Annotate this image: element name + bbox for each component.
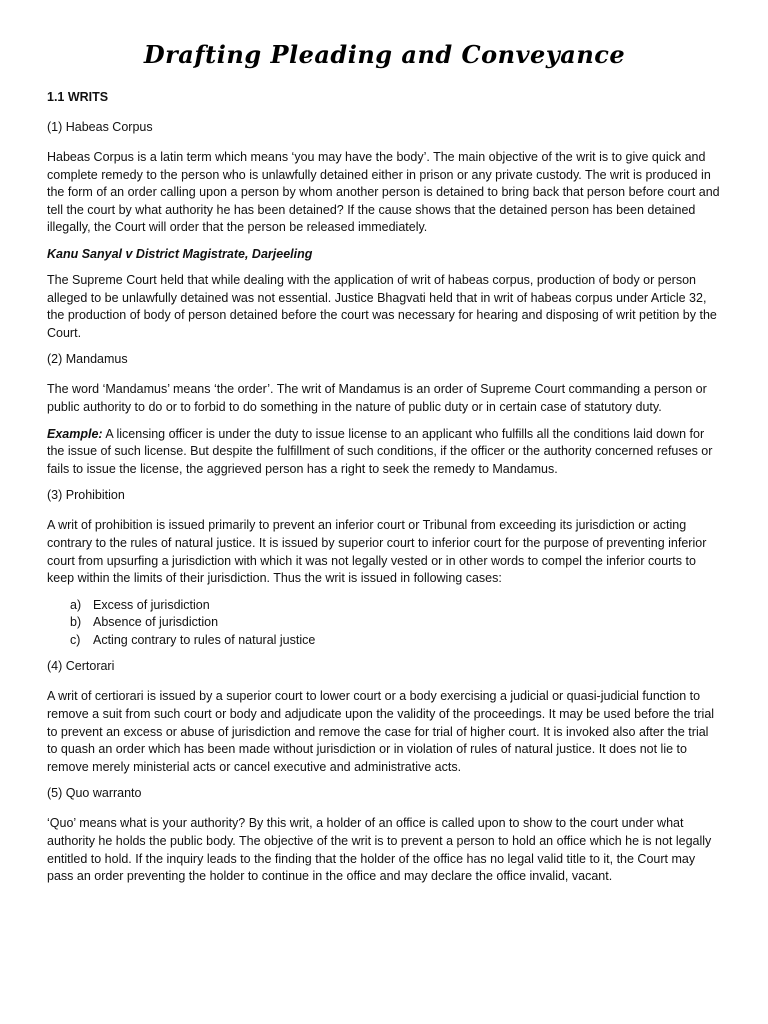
list-item-text: Absence of jurisdiction <box>93 615 219 630</box>
section-heading: 1.1 WRITS <box>47 90 109 104</box>
quo-warranto-paragraph: ‘Quo’ means what is your authority? By this writ, a holder of an office is called upon to show to the court under what authority he holds the public body. The objective of the writ is to prevent a person to hold an office which he is not legally entitled to hold. If the inquiry leads to the finding that the holder of the office has no legal valid title to it, the Court may pass an order preventing the holder to continue in the office and may declare the office invalid, vacant. <box>47 816 712 884</box>
example-text: A licensing officer is under the duty to issue license to an applicant who fulfills all the conditions laid down for the issue of such license. But despite the fulfillment of such conditions, if the officer or the authority concerned refuses or fails to issue the license, the aggrieved person has a right to seek the remedy to Mandamus. <box>47 426 713 476</box>
certorari-heading: (4) Certorari <box>47 659 115 674</box>
list-item <box>70 614 722 632</box>
list-item-text: Acting contrary to rules of natural justice <box>93 632 316 647</box>
case-name: Kanu Sanyal v District Magistrate, Darjeeling <box>47 246 313 261</box>
list-item <box>70 632 722 650</box>
quo-warranto-heading: (5) Quo warranto <box>47 786 142 801</box>
example-label: Example: <box>47 426 103 441</box>
certorari-paragraph: A writ of certiorari is issued by a superior court to lower court or a body exercising a judicial or quasi-judicial function to remove a suit from such court or body and adjudicate upon the validity of the proceedings. It may be used before the trial to prevent an excess or abuse of jurisdiction and remove the case for trial of higher court. It is invoked also after the trial to quash an order which has been made without jurisdiction or in violation of rules of natural justice. It does not lie to remove merely ministerial acts or cancel executive and administrative acts. <box>47 689 715 774</box>
list-marker: b) <box>70 615 82 630</box>
mandamus-heading: (2) Mandamus <box>47 352 128 367</box>
prohibition-heading: (3) Prohibition <box>47 488 125 503</box>
document-title: Drafting Pleading and Conveyance <box>143 40 626 69</box>
prohibition-cases-list <box>47 597 722 650</box>
list-marker: c) <box>70 632 81 647</box>
case-paragraph: The Supreme Court held that while dealing with the application of writ of habeas corpus, production of body or person alleged to be unlawfully detained was not essential. Justice Bhagvati held that in writ of habeas corpus under Article 32, the production of body of person detained before the court was necessary for hearing and disposing of writ petition by the Court. <box>47 272 717 340</box>
list-marker: a) <box>70 597 82 612</box>
mandamus-paragraph: The word ‘Mandamus’ means ‘the order’. The writ of Mandamus is an order of Supreme Court commanding a person or public authority to do or to forbid to do something in the nature of public duty or in certain case of statutory duty. <box>47 382 707 414</box>
list-item-text: Excess of jurisdiction <box>93 597 210 612</box>
list-item <box>70 597 722 615</box>
habeas-paragraph: Habeas Corpus is a latin term which means ‘you may have the body’. The main objective of the writ is to give quick and complete remedy to the person who is unlawfully detained either in prison or any private custody. The writ is produced in the form of an order calling upon a person by whom another person is detained to bring back that person before court and tell the court by what authority he has been detained? If the cause shows that the detained person has been detained illegally, the Court will order that the person be released immediately. <box>47 150 720 235</box>
prohibition-paragraph: A writ of prohibition is issued primarily to prevent an inferior court or Tribunal from exceeding its jurisdiction or acting contrary to the rules of natural justice. It is issued by superior court to inferior court for the purpose of preventing inferior court from upsurfing a jurisdiction with which it was not legally vested or in other words to compel the inferior courts to keep within the limits of their jurisdiction. Thus the writ is issued in following cases: <box>47 518 707 586</box>
habeas-heading: (1) Habeas Corpus <box>47 120 153 134</box>
mandamus-example <box>47 426 722 479</box>
